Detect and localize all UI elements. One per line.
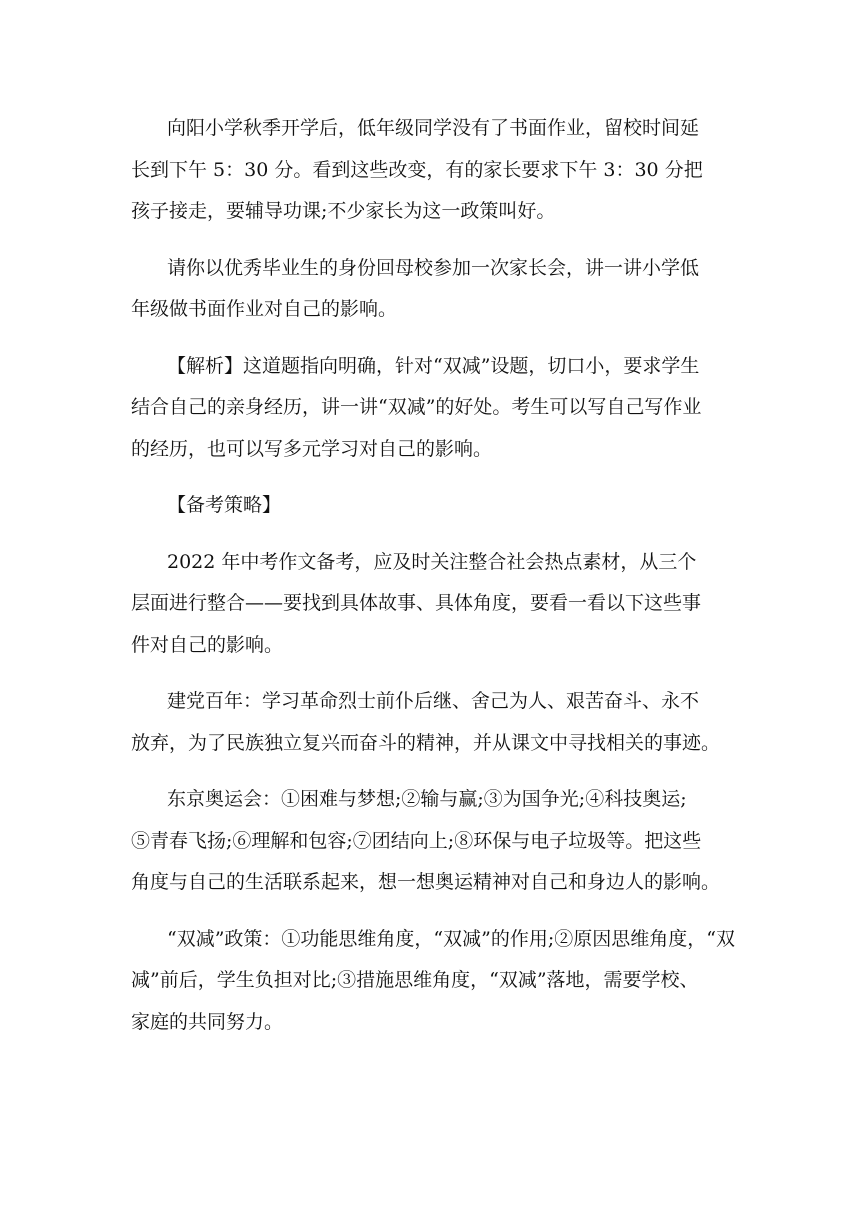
text-line: 【解析】这道题指向明确，针对“双减”设题，切口小，要求学生 (167, 354, 700, 377)
text-line: 建党百年：学习革命烈士前仆后继、舍己为人、艰苦奋斗、永不 (167, 690, 700, 712)
text-line: 向阳小学秋季开学后，低年级同学没有了书面作业，留校时间延 (167, 117, 700, 139)
text-line: 【备考策略】 (167, 494, 282, 516)
text-line: 件对自己的影响。 (131, 633, 284, 656)
paragraph-background (131, 108, 741, 233)
text-line: 家庭的共同努力。 (131, 1010, 284, 1033)
document-body (131, 108, 741, 1058)
text-line: 的经历，也可以写多元学习对自己的影响。 (131, 437, 493, 460)
text-line: 年级做书面作业对自己的影响。 (131, 298, 398, 320)
text-line: 东京奥运会：①困难与梦想;②输与赢;③为国争光;④科技奥运; (167, 788, 687, 810)
text-line: 请你以优秀毕业生的身份回母校参加一次家长会，讲一讲小学低 (167, 256, 700, 279)
paragraph-tokyo-olympics (131, 779, 741, 904)
text-line: 减”前后，学生负担对比;③措施思维角度，“双减”落地，需要学校、 (131, 969, 699, 991)
text-line: 放弃，为了民族独立复兴而奋斗的精神，并从课文中寻找相关的事迹。 (131, 731, 721, 754)
text-line: 2022 年中考作文备考，应及时关注整合社会热点素材，从三个 (167, 550, 697, 573)
text-line: 结合自己的亲身经历，讲一讲“双减”的好处。考生可以写自己写作业 (131, 396, 702, 418)
text-line: ⑤青春飞扬;⑥理解和包容;⑦团结向上;⑧环保与电子垃圾等。把这些 (131, 829, 702, 852)
text-line: “双减”政策：①功能思维角度，“双减”的作用;②原因思维角度，“双 (167, 927, 735, 950)
text-line: 角度与自己的生活联系起来，想一想奥运精神对自己和身边人的影响。 (131, 871, 721, 893)
paragraph-party-centenary (131, 681, 741, 764)
text-line: 长到下午 5：30 分。看到这些改变，有的家长要求下午 3：30 分把 (131, 158, 703, 181)
text-line: 孩子接走，要辅导功课;不少家长为这一政策叫好。 (131, 200, 556, 222)
paragraph-prompt (131, 248, 741, 331)
section-heading-strategy (131, 485, 741, 527)
paragraph-strategy-intro (131, 542, 741, 667)
paragraph-double-reduction (131, 919, 741, 1044)
text-line: 层面进行整合——要找到具体故事、具体角度，要看一看以下这些事 (131, 592, 702, 614)
paragraph-analysis (131, 346, 741, 471)
